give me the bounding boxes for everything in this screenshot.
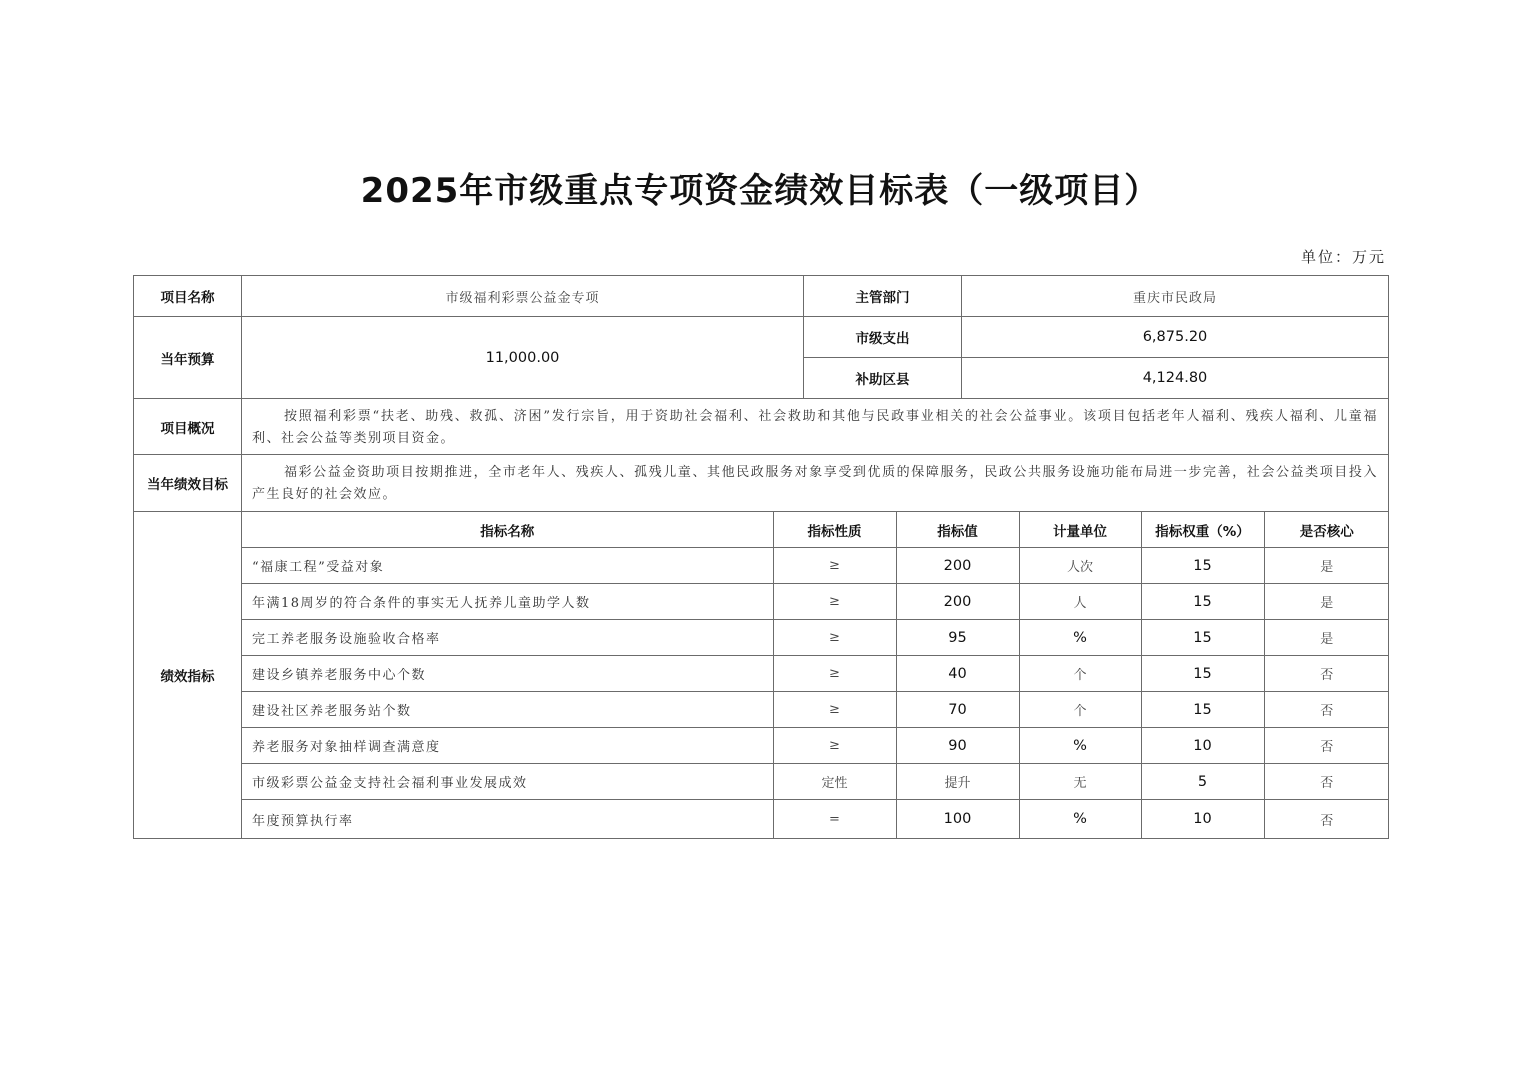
table-row <box>242 620 1389 656</box>
indicator-name: 养老服务对象抽样调查满意度 <box>242 728 773 764</box>
indicator-unit: 人 <box>1019 584 1141 620</box>
goal-text: 福彩公益金资助项目按期推进，全市老年人、残疾人、孤残儿童、其他民政服务对象享受到优质的保障服务，民政公共服务设施功能布局进一步完善，社会公益类项目投入产生良好的社会效应。 <box>242 455 1389 512</box>
indicator-unit: 个 <box>1019 692 1141 728</box>
indicator-unit: 人次 <box>1019 548 1141 584</box>
indicator-header-row <box>242 512 1389 548</box>
district-subsidy-label: 补助区县 <box>804 358 962 399</box>
indicator-value: 95 <box>896 620 1019 656</box>
indicator-weight: 15 <box>1141 584 1264 620</box>
indicator-name: 年满18周岁的符合条件的事实无人抚养儿童助学人数 <box>242 584 773 620</box>
table-row <box>242 764 1389 800</box>
table-row <box>242 800 1389 839</box>
district-subsidy-value: 4,124.80 <box>962 358 1389 399</box>
indicator-name: 年度预算执行率 <box>242 800 773 839</box>
indicator-name: 建设社区养老服务站个数 <box>242 692 773 728</box>
table-row <box>242 728 1389 764</box>
indicator-nature: ≥ <box>773 728 896 764</box>
indicator-name: 完工养老服务设施验收合格率 <box>242 620 773 656</box>
indicator-core: 否 <box>1264 692 1389 728</box>
indicator-name: 建设乡镇养老服务中心个数 <box>242 656 773 692</box>
table-row <box>242 548 1389 584</box>
indicator-nature: ≥ <box>773 548 896 584</box>
indicator-unit: % <box>1019 728 1141 764</box>
indicator-core: 是 <box>1264 584 1389 620</box>
indicators-label: 绩效指标 <box>134 512 242 839</box>
table-row <box>242 692 1389 728</box>
project-name-label: 项目名称 <box>134 276 242 317</box>
header-indicator-name: 指标名称 <box>242 512 773 548</box>
indicator-nature: = <box>773 800 896 839</box>
page-title: 2025年市级重点专项资金绩效目标表（一级项目） <box>360 171 1160 211</box>
indicator-value: 提升 <box>896 764 1019 800</box>
header-indicator-unit: 计量单位 <box>1019 512 1141 548</box>
project-name-value: 市级福利彩票公益金专项 <box>242 276 804 317</box>
indicator-nature: ≥ <box>773 656 896 692</box>
indicator-core: 否 <box>1264 800 1389 839</box>
dept-label: 主管部门 <box>804 276 962 317</box>
performance-table <box>133 275 1389 839</box>
indicator-core: 否 <box>1264 656 1389 692</box>
indicator-core: 否 <box>1264 728 1389 764</box>
indicator-weight: 5 <box>1141 764 1264 800</box>
unit-label: 单位：万元 <box>1300 248 1386 266</box>
indicator-nature: ≥ <box>773 584 896 620</box>
indicator-unit: % <box>1019 620 1141 656</box>
table-row <box>242 656 1389 692</box>
header-indicator-nature: 指标性质 <box>773 512 896 548</box>
budget-label: 当年预算 <box>134 317 242 399</box>
header-indicator-weight: 指标权重（%） <box>1141 512 1264 548</box>
indicator-value: 200 <box>896 584 1019 620</box>
indicator-weight: 15 <box>1141 692 1264 728</box>
indicator-weight: 15 <box>1141 620 1264 656</box>
budget-value: 11,000.00 <box>242 317 804 399</box>
header-indicator-core: 是否核心 <box>1264 512 1389 548</box>
overview-text: 按照福利彩票“扶老、助残、救孤、济困”发行宗旨，用于资助社会福利、社会救助和其他与民政事业相关的社会公益事业。该项目包括老年人福利、残疾人福利、儿童福利、社会公益等类别项目资金。 <box>242 399 1389 455</box>
indicator-weight: 15 <box>1141 548 1264 584</box>
indicator-nature: ≥ <box>773 692 896 728</box>
indicator-value: 100 <box>896 800 1019 839</box>
indicator-value: 200 <box>896 548 1019 584</box>
indicator-value: 40 <box>896 656 1019 692</box>
indicators-table <box>242 512 1389 838</box>
indicator-nature: ≥ <box>773 620 896 656</box>
indicator-value: 90 <box>896 728 1019 764</box>
indicator-core: 否 <box>1264 764 1389 800</box>
indicator-name: “福康工程”受益对象 <box>242 548 773 584</box>
indicator-weight: 10 <box>1141 728 1264 764</box>
city-expense-label: 市级支出 <box>804 317 962 358</box>
indicator-weight: 10 <box>1141 800 1264 839</box>
goal-label: 当年绩效目标 <box>134 455 242 512</box>
indicator-core: 是 <box>1264 548 1389 584</box>
indicator-weight: 15 <box>1141 656 1264 692</box>
indicators-cell <box>242 512 1389 839</box>
overview-label: 项目概况 <box>134 399 242 455</box>
indicator-unit: 个 <box>1019 656 1141 692</box>
table-row <box>242 584 1389 620</box>
indicator-name: 市级彩票公益金支持社会福利事业发展成效 <box>242 764 773 800</box>
indicator-unit: 无 <box>1019 764 1141 800</box>
indicator-value: 70 <box>896 692 1019 728</box>
city-expense-value: 6,875.20 <box>962 317 1389 358</box>
indicator-nature: 定性 <box>773 764 896 800</box>
indicator-unit: % <box>1019 800 1141 839</box>
header-indicator-value: 指标值 <box>896 512 1019 548</box>
indicator-core: 是 <box>1264 620 1389 656</box>
dept-value: 重庆市民政局 <box>962 276 1389 317</box>
